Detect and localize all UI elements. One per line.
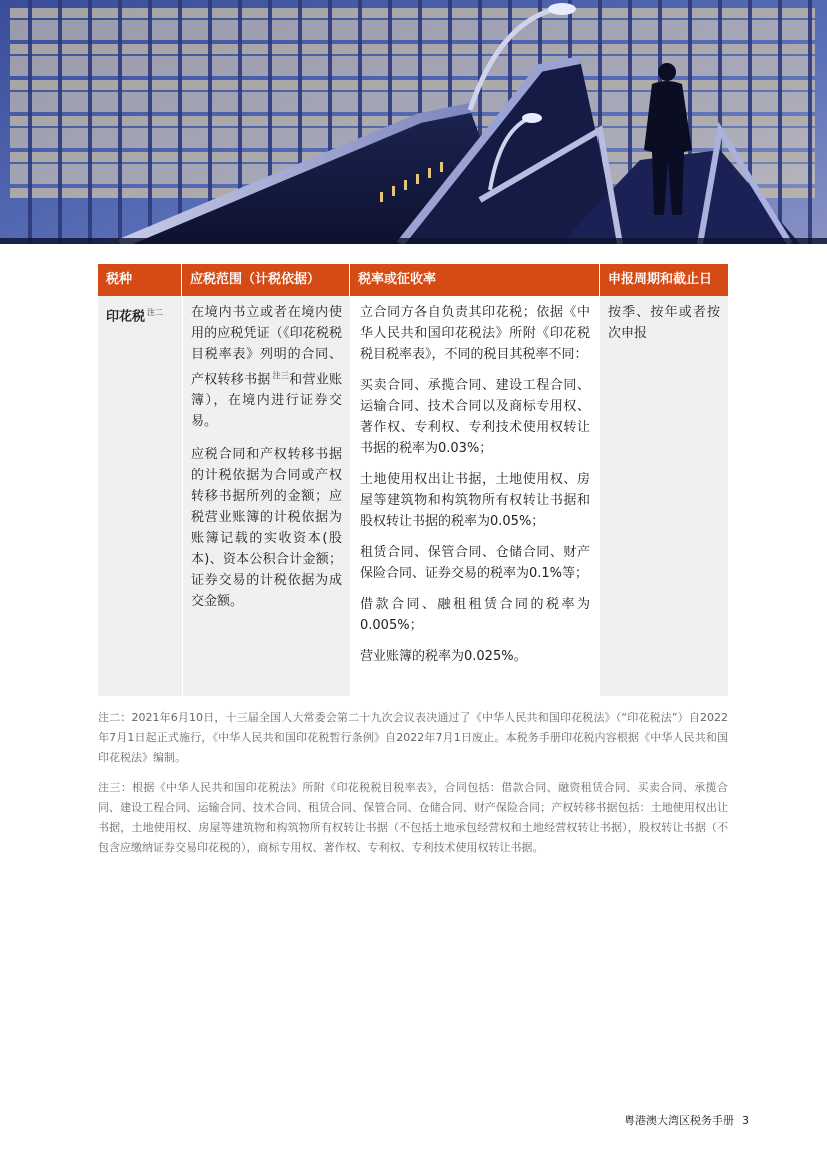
period-text: 按季、按年或者按次申报 (608, 305, 720, 341)
header-scope: 应税范围（计税依据） (182, 264, 350, 296)
rate-paragraph: 立合同方各自负责其印花税；依据《中华人民共和国印花税法》所附《印花税税目税率表》，不同的税目其税率不同： (360, 305, 590, 362)
page-number: 3 (742, 1114, 749, 1127)
table-header (98, 264, 728, 296)
header-rate: 税率或征收率 (350, 264, 600, 296)
cell-tax-type (98, 296, 182, 696)
cell-rates (350, 296, 600, 696)
hero-image (0, 0, 827, 244)
tax-name: 印花税 (106, 309, 146, 325)
scope-text-a: 在境内书立或者在境内使用的应税凭证（《印花税税目税率表》列明的合同、产权转移书据 (191, 305, 342, 388)
footnote-2: 注二：2021年6月10日，十三届全国人大常委会第二十九次会议表决通过了《中华人民共和国印花税法》（“印花税法”）自2022年7月1日起正式施行，《中华人民共和国印花税暂行条例》自2022年7月1日废止。本税务手册印花税内容根据《中华人民共和国印花税法》编制。 (98, 711, 728, 764)
rate-paragraph: 土地使用权出让书据，土地使用权、房屋等建筑物和构筑物所有权转让书据和股权转让书据的税率为0.05%； (360, 472, 590, 529)
scope-paragraph-1 (191, 302, 342, 432)
rate-paragraph: 买卖合同、承揽合同、建设工程合同、运输合同、技术合同以及商标专用权、著作权、专利权、专利技术使用权转让书据的税率为0.03%； (360, 378, 590, 456)
rate-paragraph: 租赁合同、保管合同、仓储合同、财产保险合同、证券交易的税率为0.1%等； (360, 545, 590, 581)
tax-table (98, 264, 728, 696)
footnotes (98, 708, 728, 868)
page-footer (624, 1112, 749, 1128)
cell-period (600, 296, 728, 696)
cell-scope (182, 296, 350, 696)
table-row (98, 296, 728, 696)
rate-paragraph: 借款合同、融租租赁合同的税率为0.005%； (360, 597, 590, 633)
header-period: 申报周期和截止日 (608, 272, 713, 287)
note-ref-2: 注二 (147, 308, 164, 317)
footer-title: 粤港澳大湾区税务手册 (624, 1114, 734, 1127)
header-tax-type: 税种 (98, 264, 182, 296)
rate-paragraph: 营业账簿的税率为0.025%。 (360, 649, 527, 664)
scope-paragraph-2: 应税合同和产权转移书据的计税依据为合同或产权转移书据所列的金额；应税营业账簿的计税依据为账簿记载的实收资本(股本)、资本公积合计金额；证券交易的计税依据为成交金额。 (191, 447, 342, 610)
footnote-3: 注三：根据《中华人民共和国印花税法》所附《印花税税目税率表》，合同包括：借款合同、融资租赁合同、买卖合同、承揽合同、建设工程合同、运输合同、技术合同、租赁合同、保管合同、仓储合同、财产保险合同；产权转移书据包括：土地使用权出让书据，土地使用权、房屋等建筑物和构筑物所有权转让书据（不包括土地承包经营权和土地经营权转让书据），股权转让书据（不包含应缴纳证券交易印花税的），商标专用权、著作权、专利权、专利技术使用权转让书据。 (98, 781, 728, 854)
note-ref-3: 注三 (272, 371, 290, 380)
scope-text-b: 和营业账簿），在境内进行证券交易。 (191, 372, 342, 430)
